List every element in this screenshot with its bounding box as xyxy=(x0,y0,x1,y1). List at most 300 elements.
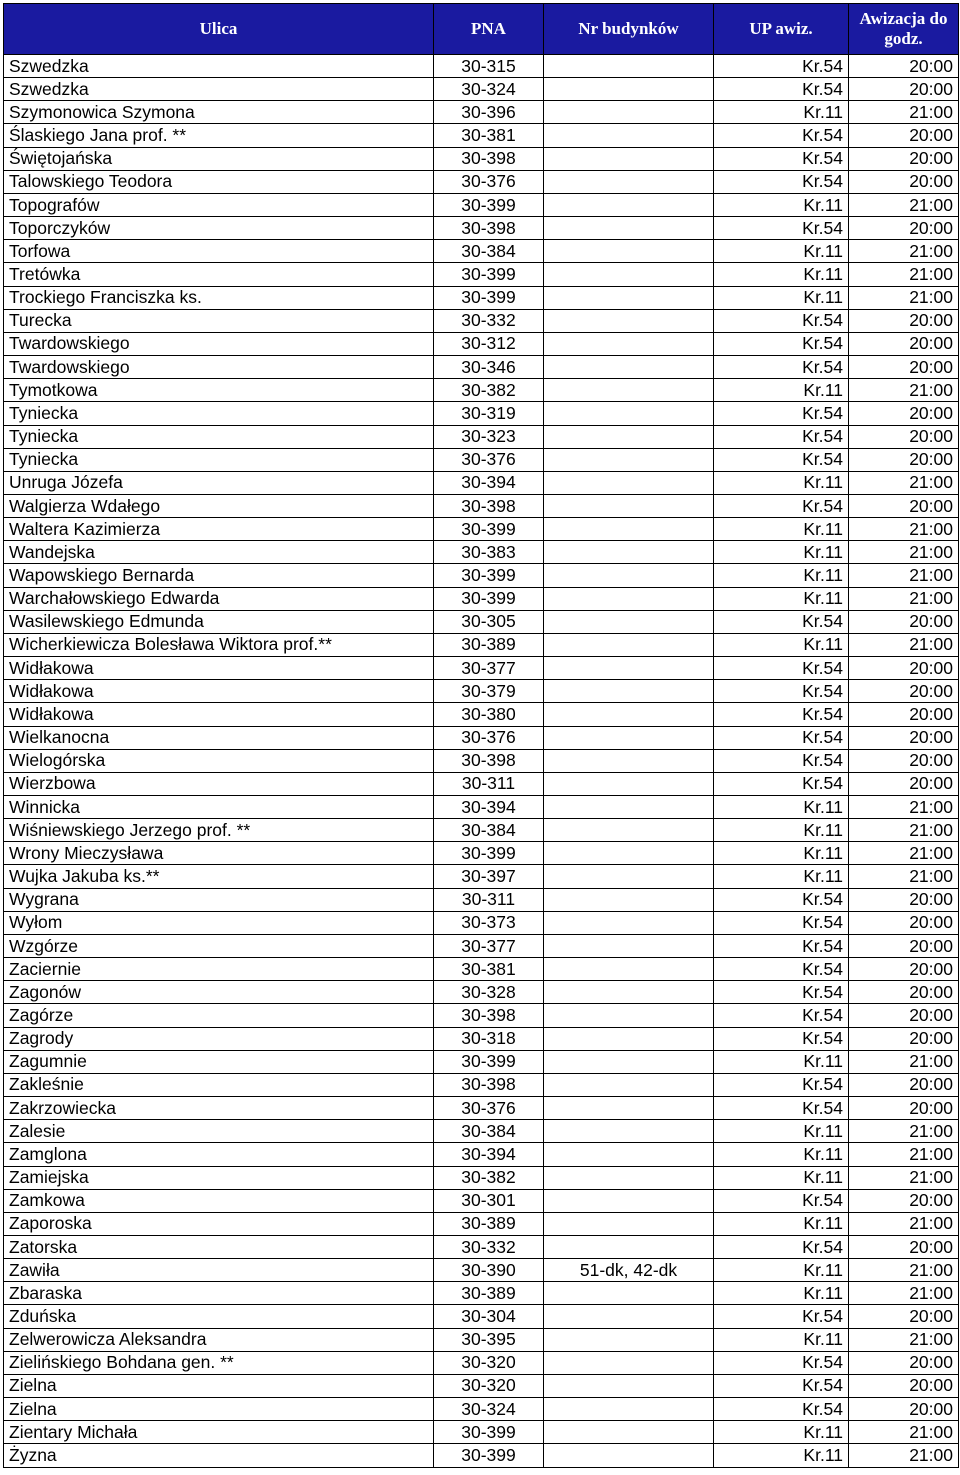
post-office-cell: Kr.11 xyxy=(714,865,849,888)
post-office-cell: Kr.54 xyxy=(714,55,849,78)
notice-time-cell: 20:00 xyxy=(849,703,959,726)
street-name-cell: Walgierza Wdałego xyxy=(4,494,434,517)
postal-code-cell: 30-301 xyxy=(434,1189,544,1212)
postal-code-cell: 30-324 xyxy=(434,78,544,101)
building-numbers-cell xyxy=(544,147,714,170)
building-numbers-cell xyxy=(544,1004,714,1027)
table-row xyxy=(4,1259,959,1282)
building-numbers-cell xyxy=(544,1374,714,1397)
building-numbers-cell xyxy=(544,1212,714,1235)
post-office-cell: Kr.11 xyxy=(714,1143,849,1166)
post-office-cell: Kr.11 xyxy=(714,1421,849,1444)
notice-time-cell: 21:00 xyxy=(849,1328,959,1351)
table-row xyxy=(4,958,959,981)
table-row xyxy=(4,193,959,216)
table-row xyxy=(4,147,959,170)
building-numbers-cell xyxy=(544,703,714,726)
street-name-cell: Zamiejska xyxy=(4,1166,434,1189)
street-name-cell: Tretówka xyxy=(4,263,434,286)
post-office-cell: Kr.54 xyxy=(714,124,849,147)
building-numbers-cell xyxy=(544,772,714,795)
building-numbers-cell xyxy=(544,1073,714,1096)
building-numbers-cell xyxy=(544,518,714,541)
postal-code-cell: 30-377 xyxy=(434,934,544,957)
street-table xyxy=(3,3,959,1468)
post-office-cell: Kr.54 xyxy=(714,1097,849,1120)
street-name-cell: Zagórze xyxy=(4,1004,434,1027)
table-row xyxy=(4,796,959,819)
street-name-cell: Zelwerowicza Aleksandra xyxy=(4,1328,434,1351)
notice-time-cell: 21:00 xyxy=(849,471,959,494)
table-row xyxy=(4,564,959,587)
header-row xyxy=(4,4,959,55)
building-numbers-cell xyxy=(544,1027,714,1050)
street-name-cell: Talowskiego Teodora xyxy=(4,170,434,193)
postal-code-cell: 30-395 xyxy=(434,1328,544,1351)
notice-time-cell: 21:00 xyxy=(849,1259,959,1282)
post-office-cell: Kr.54 xyxy=(714,657,849,680)
notice-time-cell: 20:00 xyxy=(849,55,959,78)
building-numbers-cell xyxy=(544,958,714,981)
notice-time-cell: 21:00 xyxy=(849,379,959,402)
post-office-cell: Kr.11 xyxy=(714,240,849,263)
building-numbers-cell: 51-dk, 42-dk xyxy=(544,1259,714,1282)
post-office-cell: Kr.54 xyxy=(714,1374,849,1397)
building-numbers-cell xyxy=(544,541,714,564)
postal-code-cell: 30-398 xyxy=(434,749,544,772)
table-row xyxy=(4,448,959,471)
post-office-cell: Kr.11 xyxy=(714,842,849,865)
postal-code-cell: 30-399 xyxy=(434,1444,544,1467)
notice-time-cell: 20:00 xyxy=(849,494,959,517)
post-office-cell: Kr.54 xyxy=(714,332,849,355)
postal-code-cell: 30-380 xyxy=(434,703,544,726)
table-row xyxy=(4,263,959,286)
street-name-cell: Zamkowa xyxy=(4,1189,434,1212)
post-office-cell: Kr.54 xyxy=(714,448,849,471)
building-numbers-cell xyxy=(544,610,714,633)
postal-code-cell: 30-315 xyxy=(434,55,544,78)
post-office-cell: Kr.54 xyxy=(714,356,849,379)
postal-code-cell: 30-376 xyxy=(434,726,544,749)
street-name-cell: Zatorska xyxy=(4,1235,434,1258)
notice-time-cell: 21:00 xyxy=(849,1050,959,1073)
post-office-cell: Kr.11 xyxy=(714,1282,849,1305)
postal-code-cell: 30-398 xyxy=(434,1004,544,1027)
building-numbers-cell xyxy=(544,888,714,911)
building-numbers-cell xyxy=(544,842,714,865)
table-row xyxy=(4,170,959,193)
building-numbers-cell xyxy=(544,1050,714,1073)
street-name-cell: Wiśniewskiego Jerzego prof. ** xyxy=(4,819,434,842)
postal-code-cell: 30-399 xyxy=(434,842,544,865)
street-name-cell: Zalesie xyxy=(4,1120,434,1143)
notice-time-cell: 20:00 xyxy=(849,749,959,772)
postal-code-cell: 30-376 xyxy=(434,1097,544,1120)
table-row xyxy=(4,680,959,703)
postal-code-cell: 30-382 xyxy=(434,379,544,402)
notice-time-cell: 21:00 xyxy=(849,240,959,263)
street-name-cell: Waltera Kazimierza xyxy=(4,518,434,541)
post-office-cell: Kr.54 xyxy=(714,888,849,911)
postal-code-cell: 30-397 xyxy=(434,865,544,888)
notice-time-cell: 21:00 xyxy=(849,193,959,216)
notice-time-cell: 20:00 xyxy=(849,448,959,471)
table-row xyxy=(4,772,959,795)
post-office-cell: Kr.54 xyxy=(714,981,849,1004)
building-numbers-cell xyxy=(544,564,714,587)
table-row xyxy=(4,1421,959,1444)
building-numbers-cell xyxy=(544,587,714,610)
table-row xyxy=(4,842,959,865)
postal-code-cell: 30-379 xyxy=(434,680,544,703)
post-office-cell: Kr.11 xyxy=(714,819,849,842)
building-numbers-cell xyxy=(544,633,714,656)
post-office-cell: Kr.54 xyxy=(714,934,849,957)
notice-time-cell: 20:00 xyxy=(849,78,959,101)
table-row xyxy=(4,379,959,402)
notice-time-cell: 20:00 xyxy=(849,1305,959,1328)
notice-time-cell: 20:00 xyxy=(849,402,959,425)
notice-time-cell: 20:00 xyxy=(849,958,959,981)
table-row xyxy=(4,1235,959,1258)
table-row xyxy=(4,217,959,240)
street-name-cell: Ślaskiego Jana prof. ** xyxy=(4,124,434,147)
post-office-cell: Kr.54 xyxy=(714,217,849,240)
table-row xyxy=(4,240,959,263)
postal-code-cell: 30-383 xyxy=(434,541,544,564)
header-awizacja: Awizacja do godz. xyxy=(849,4,959,55)
notice-time-cell: 20:00 xyxy=(849,425,959,448)
notice-time-cell: 20:00 xyxy=(849,332,959,355)
notice-time-cell: 21:00 xyxy=(849,263,959,286)
post-office-cell: Kr.11 xyxy=(714,541,849,564)
notice-time-cell: 20:00 xyxy=(849,356,959,379)
table-row xyxy=(4,425,959,448)
notice-time-cell: 20:00 xyxy=(849,911,959,934)
table-row xyxy=(4,726,959,749)
postal-code-cell: 30-396 xyxy=(434,101,544,124)
street-name-cell: Zamglona xyxy=(4,1143,434,1166)
post-office-cell: Kr.54 xyxy=(714,1235,849,1258)
building-numbers-cell xyxy=(544,240,714,263)
notice-time-cell: 20:00 xyxy=(849,981,959,1004)
street-name-cell: Zientary Michała xyxy=(4,1421,434,1444)
table-row xyxy=(4,1398,959,1421)
post-office-cell: Kr.11 xyxy=(714,471,849,494)
post-office-cell: Kr.11 xyxy=(714,379,849,402)
table-row xyxy=(4,934,959,957)
notice-time-cell: 20:00 xyxy=(849,1374,959,1397)
notice-time-cell: 21:00 xyxy=(849,541,959,564)
notice-time-cell: 20:00 xyxy=(849,1351,959,1374)
table-row xyxy=(4,55,959,78)
post-office-cell: Kr.54 xyxy=(714,1004,849,1027)
notice-time-cell: 21:00 xyxy=(849,286,959,309)
building-numbers-cell xyxy=(544,1235,714,1258)
table-row xyxy=(4,703,959,726)
notice-time-cell: 20:00 xyxy=(849,1097,959,1120)
building-numbers-cell xyxy=(544,217,714,240)
notice-time-cell: 20:00 xyxy=(849,772,959,795)
street-name-cell: Tymotkowa xyxy=(4,379,434,402)
street-name-cell: Wielogórska xyxy=(4,749,434,772)
postal-code-cell: 30-394 xyxy=(434,1143,544,1166)
building-numbers-cell xyxy=(544,55,714,78)
building-numbers-cell xyxy=(544,911,714,934)
post-office-cell: Kr.54 xyxy=(714,425,849,448)
table-row xyxy=(4,1328,959,1351)
table-row xyxy=(4,587,959,610)
postal-code-cell: 30-389 xyxy=(434,1282,544,1305)
postal-code-cell: 30-376 xyxy=(434,448,544,471)
post-office-cell: Kr.54 xyxy=(714,402,849,425)
notice-time-cell: 20:00 xyxy=(849,1235,959,1258)
building-numbers-cell xyxy=(544,934,714,957)
postal-code-cell: 30-398 xyxy=(434,217,544,240)
street-name-cell: Szymonowica Szymona xyxy=(4,101,434,124)
notice-time-cell: 21:00 xyxy=(849,633,959,656)
notice-time-cell: 21:00 xyxy=(849,842,959,865)
post-office-cell: Kr.54 xyxy=(714,703,849,726)
table-row xyxy=(4,633,959,656)
street-name-cell: Wujka Jakuba ks.** xyxy=(4,865,434,888)
table-header xyxy=(4,4,959,55)
street-name-cell: Wicherkiewicza Bolesława Wiktora prof.** xyxy=(4,633,434,656)
notice-time-cell: 20:00 xyxy=(849,309,959,332)
post-office-cell: Kr.54 xyxy=(714,147,849,170)
street-name-cell: Twardowskiego xyxy=(4,332,434,355)
notice-time-cell: 20:00 xyxy=(849,124,959,147)
building-numbers-cell xyxy=(544,286,714,309)
postal-code-cell: 30-389 xyxy=(434,1212,544,1235)
building-numbers-cell xyxy=(544,124,714,147)
notice-time-cell: 21:00 xyxy=(849,1143,959,1166)
street-name-cell: Zielna xyxy=(4,1374,434,1397)
post-office-cell: Kr.11 xyxy=(714,518,849,541)
postal-code-cell: 30-312 xyxy=(434,332,544,355)
post-office-cell: Kr.54 xyxy=(714,1351,849,1374)
postal-code-cell: 30-332 xyxy=(434,309,544,332)
header-nr-budynkow: Nr budynków xyxy=(544,4,714,55)
building-numbers-cell xyxy=(544,193,714,216)
post-office-cell: Kr.54 xyxy=(714,1305,849,1328)
building-numbers-cell xyxy=(544,332,714,355)
post-office-cell: Kr.11 xyxy=(714,1166,849,1189)
table-row xyxy=(4,1004,959,1027)
table-row xyxy=(4,1212,959,1235)
header-ulica: Ulica xyxy=(4,4,434,55)
street-name-cell: Wygrana xyxy=(4,888,434,911)
notice-time-cell: 21:00 xyxy=(849,1166,959,1189)
street-name-cell: Wrony Mieczysława xyxy=(4,842,434,865)
notice-time-cell: 20:00 xyxy=(849,888,959,911)
table-row xyxy=(4,1097,959,1120)
building-numbers-cell xyxy=(544,402,714,425)
street-name-cell: Turecka xyxy=(4,309,434,332)
post-office-cell: Kr.11 xyxy=(714,286,849,309)
post-office-cell: Kr.11 xyxy=(714,1259,849,1282)
table-row xyxy=(4,749,959,772)
street-name-cell: Wzgórze xyxy=(4,934,434,957)
street-name-cell: Zielna xyxy=(4,1398,434,1421)
table-row xyxy=(4,309,959,332)
building-numbers-cell xyxy=(544,726,714,749)
postal-code-cell: 30-382 xyxy=(434,1166,544,1189)
postal-code-cell: 30-398 xyxy=(434,147,544,170)
street-name-cell: Wandejska xyxy=(4,541,434,564)
table-row xyxy=(4,657,959,680)
table-row xyxy=(4,1374,959,1397)
building-numbers-cell xyxy=(544,1097,714,1120)
table-row xyxy=(4,101,959,124)
postal-code-cell: 30-324 xyxy=(434,1398,544,1421)
post-office-cell: Kr.54 xyxy=(714,1398,849,1421)
street-name-cell: Toporczyków xyxy=(4,217,434,240)
street-name-cell: Topografów xyxy=(4,193,434,216)
post-office-cell: Kr.11 xyxy=(714,193,849,216)
post-office-cell: Kr.54 xyxy=(714,958,849,981)
street-name-cell: Zaporoska xyxy=(4,1212,434,1235)
building-numbers-cell xyxy=(544,1444,714,1467)
post-office-cell: Kr.54 xyxy=(714,1027,849,1050)
street-name-cell: Trockiego Franciszka ks. xyxy=(4,286,434,309)
street-name-cell: Zakrzowiecka xyxy=(4,1097,434,1120)
postal-code-cell: 30-399 xyxy=(434,587,544,610)
notice-time-cell: 21:00 xyxy=(849,865,959,888)
notice-time-cell: 20:00 xyxy=(849,1027,959,1050)
post-office-cell: Kr.54 xyxy=(714,1073,849,1096)
notice-time-cell: 21:00 xyxy=(849,1421,959,1444)
street-name-cell: Wapowskiego Bernarda xyxy=(4,564,434,587)
street-name-cell: Zawiła xyxy=(4,1259,434,1282)
table-row xyxy=(4,911,959,934)
street-name-cell: Zduńska xyxy=(4,1305,434,1328)
post-office-cell: Kr.11 xyxy=(714,101,849,124)
postal-code-cell: 30-399 xyxy=(434,286,544,309)
postal-code-cell: 30-346 xyxy=(434,356,544,379)
street-name-cell: Świętojańska xyxy=(4,147,434,170)
postal-code-cell: 30-332 xyxy=(434,1235,544,1258)
postal-code-cell: 30-398 xyxy=(434,1073,544,1096)
street-name-cell: Zaciernie xyxy=(4,958,434,981)
notice-time-cell: 20:00 xyxy=(849,934,959,957)
street-name-cell: Torfowa xyxy=(4,240,434,263)
table-row xyxy=(4,1027,959,1050)
notice-time-cell: 20:00 xyxy=(849,147,959,170)
postal-code-cell: 30-328 xyxy=(434,981,544,1004)
street-name-cell: Winnicka xyxy=(4,796,434,819)
notice-time-cell: 20:00 xyxy=(849,1073,959,1096)
building-numbers-cell xyxy=(544,1351,714,1374)
building-numbers-cell xyxy=(544,309,714,332)
table-row xyxy=(4,78,959,101)
postal-code-cell: 30-311 xyxy=(434,772,544,795)
street-name-cell: Wielkanocna xyxy=(4,726,434,749)
street-name-cell: Unruga Józefa xyxy=(4,471,434,494)
building-numbers-cell xyxy=(544,1120,714,1143)
post-office-cell: Kr.54 xyxy=(714,78,849,101)
post-office-cell: Kr.54 xyxy=(714,309,849,332)
building-numbers-cell xyxy=(544,1421,714,1444)
table-row xyxy=(4,1143,959,1166)
postal-code-cell: 30-320 xyxy=(434,1351,544,1374)
building-numbers-cell xyxy=(544,1398,714,1421)
postal-code-cell: 30-399 xyxy=(434,1050,544,1073)
notice-time-cell: 21:00 xyxy=(849,1444,959,1467)
postal-code-cell: 30-304 xyxy=(434,1305,544,1328)
building-numbers-cell xyxy=(544,170,714,193)
building-numbers-cell xyxy=(544,356,714,379)
street-name-cell: Tyniecka xyxy=(4,448,434,471)
table-row xyxy=(4,865,959,888)
building-numbers-cell xyxy=(544,680,714,703)
postal-code-cell: 30-399 xyxy=(434,518,544,541)
table-row xyxy=(4,610,959,633)
post-office-cell: Kr.11 xyxy=(714,587,849,610)
post-office-cell: Kr.11 xyxy=(714,633,849,656)
street-name-cell: Szwedzka xyxy=(4,55,434,78)
building-numbers-cell xyxy=(544,471,714,494)
notice-time-cell: 20:00 xyxy=(849,1398,959,1421)
building-numbers-cell xyxy=(544,425,714,448)
building-numbers-cell xyxy=(544,448,714,471)
postal-code-cell: 30-399 xyxy=(434,193,544,216)
postal-code-cell: 30-318 xyxy=(434,1027,544,1050)
post-office-cell: Kr.54 xyxy=(714,1189,849,1212)
post-office-cell: Kr.11 xyxy=(714,564,849,587)
notice-time-cell: 20:00 xyxy=(849,217,959,240)
post-office-cell: Kr.11 xyxy=(714,1328,849,1351)
postal-code-cell: 30-376 xyxy=(434,170,544,193)
table-row xyxy=(4,494,959,517)
postal-code-cell: 30-384 xyxy=(434,240,544,263)
building-numbers-cell xyxy=(544,78,714,101)
postal-code-cell: 30-381 xyxy=(434,958,544,981)
table-body xyxy=(4,55,959,1468)
building-numbers-cell xyxy=(544,379,714,402)
notice-time-cell: 20:00 xyxy=(849,1189,959,1212)
street-name-cell: Tyniecka xyxy=(4,425,434,448)
building-numbers-cell xyxy=(544,1189,714,1212)
postal-code-cell: 30-320 xyxy=(434,1374,544,1397)
street-name-cell: Wierzbowa xyxy=(4,772,434,795)
street-name-cell: Wasilewskiego Edmunda xyxy=(4,610,434,633)
building-numbers-cell xyxy=(544,263,714,286)
building-numbers-cell xyxy=(544,101,714,124)
street-name-cell: Żyzna xyxy=(4,1444,434,1467)
building-numbers-cell xyxy=(544,749,714,772)
street-name-cell: Wyłom xyxy=(4,911,434,934)
postal-code-cell: 30-394 xyxy=(434,471,544,494)
table-row xyxy=(4,471,959,494)
post-office-cell: Kr.54 xyxy=(714,772,849,795)
notice-time-cell: 21:00 xyxy=(849,796,959,819)
postal-code-cell: 30-398 xyxy=(434,494,544,517)
postal-code-cell: 30-373 xyxy=(434,911,544,934)
building-numbers-cell xyxy=(544,796,714,819)
post-office-cell: Kr.54 xyxy=(714,726,849,749)
post-office-cell: Kr.11 xyxy=(714,1050,849,1073)
street-name-cell: Warchałowskiego Edwarda xyxy=(4,587,434,610)
notice-time-cell: 21:00 xyxy=(849,1282,959,1305)
table-row xyxy=(4,1120,959,1143)
table-row xyxy=(4,286,959,309)
notice-time-cell: 21:00 xyxy=(849,518,959,541)
street-name-cell: Zakleśnie xyxy=(4,1073,434,1096)
post-office-cell: Kr.54 xyxy=(714,749,849,772)
street-name-cell: Widłakowa xyxy=(4,657,434,680)
